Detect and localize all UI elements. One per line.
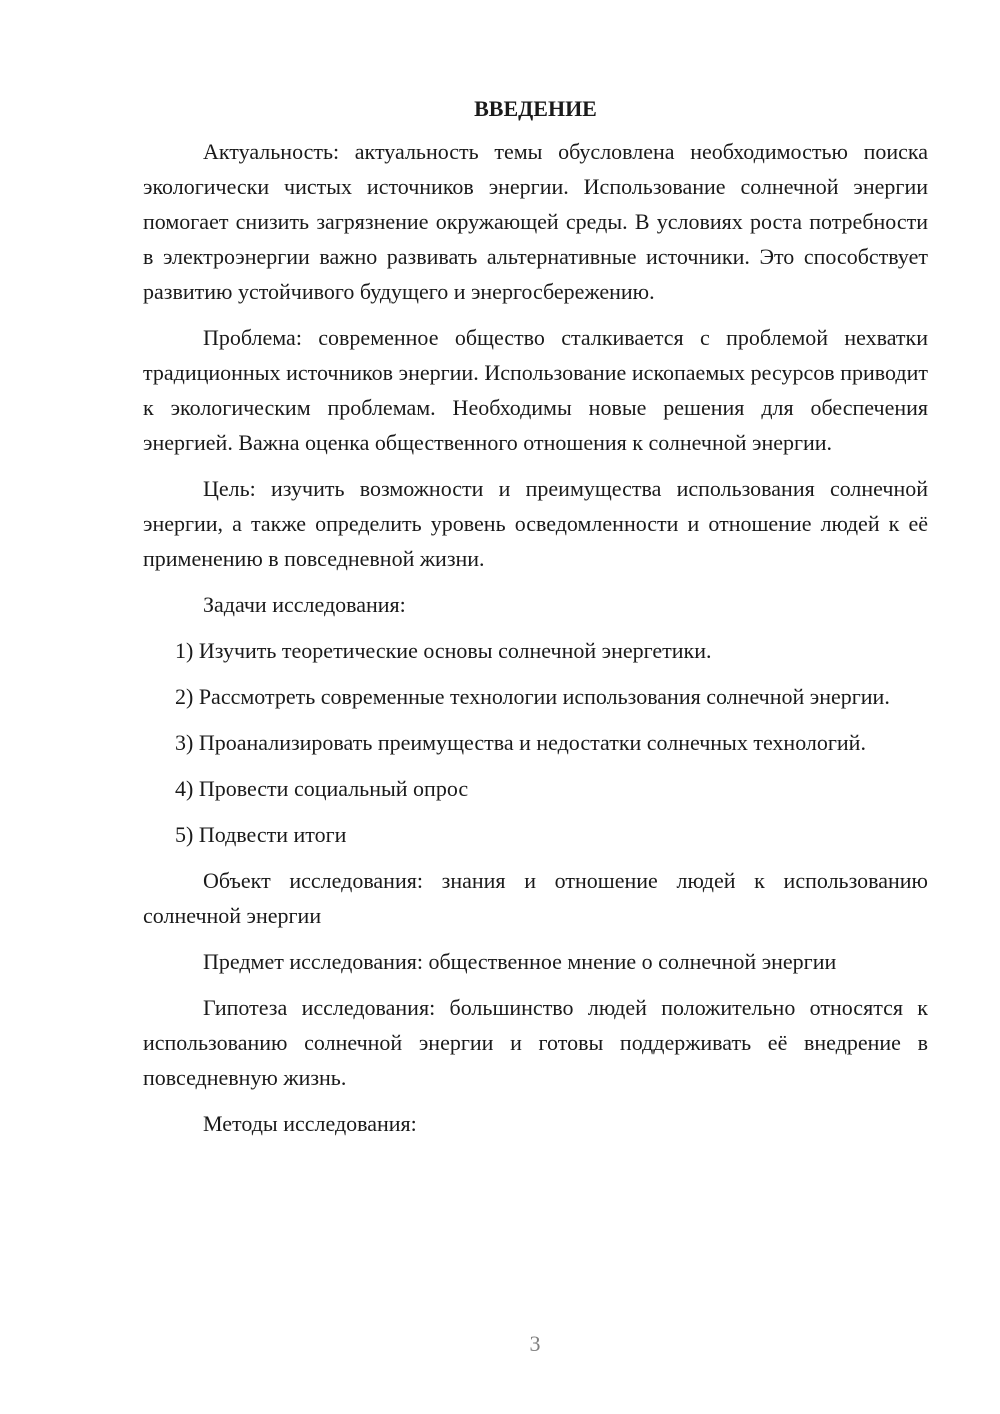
problem-paragraph: Проблема: современное общество сталкивается с проблемой нехватки традиционных источников энергии. Использование ископаемых ресурсов приводит к экологическим проблемам. Необходимы новые решения для обеспечения энергией. Важна оценка общественного отношения к солнечной энергии.	[143, 325, 928, 455]
goal-paragraph: Цель: изучить возможности и преимущества использования солнечной энергии, а также определить уровень осведомленности и отношение людей к её применению в повседневной жизни.	[143, 476, 928, 571]
task-item: 5) Подвести итоги	[175, 822, 347, 847]
task-item: 1) Изучить теоретические основы солнечной энергетики.	[175, 638, 712, 663]
subject-paragraph: Предмет исследования: общественное мнение о солнечной энергии	[203, 949, 837, 974]
section-heading: ВВЕДЕНИЕ	[474, 96, 597, 121]
relevance-paragraph: Актуальность: актуальность темы обусловлена необходимостью поиска экологически чистых источников энергии. Использование солнечной энергии помогает снизить загрязнение окружающей среды. В условиях роста потребности в электроэнергии важно развивать альтернативные источники. Это способствует развитию устойчивого будущего и энергосбережению.	[143, 139, 928, 304]
task-item: 3) Проанализировать преимущества и недостатки солнечных технологий.	[175, 730, 866, 755]
document-body	[143, 91, 928, 1152]
object-paragraph: Объект исследования: знания и отношение людей к использованию солнечной энергии	[143, 868, 928, 928]
hypothesis-paragraph: Гипотеза исследования: большинство людей положительно относятся к использованию солнечной энергии и готовы поддерживать её внедрение в повседневную жизнь.	[143, 995, 928, 1090]
page-number: 3	[529, 1331, 541, 1356]
task-item: 2) Рассмотреть современные технологии использования солнечной энергии.	[175, 684, 890, 709]
methods-title: Методы исследования:	[203, 1111, 417, 1136]
task-item: 4) Провести социальный опрос	[175, 776, 469, 801]
tasks-title: Задачи исследования:	[203, 592, 406, 617]
